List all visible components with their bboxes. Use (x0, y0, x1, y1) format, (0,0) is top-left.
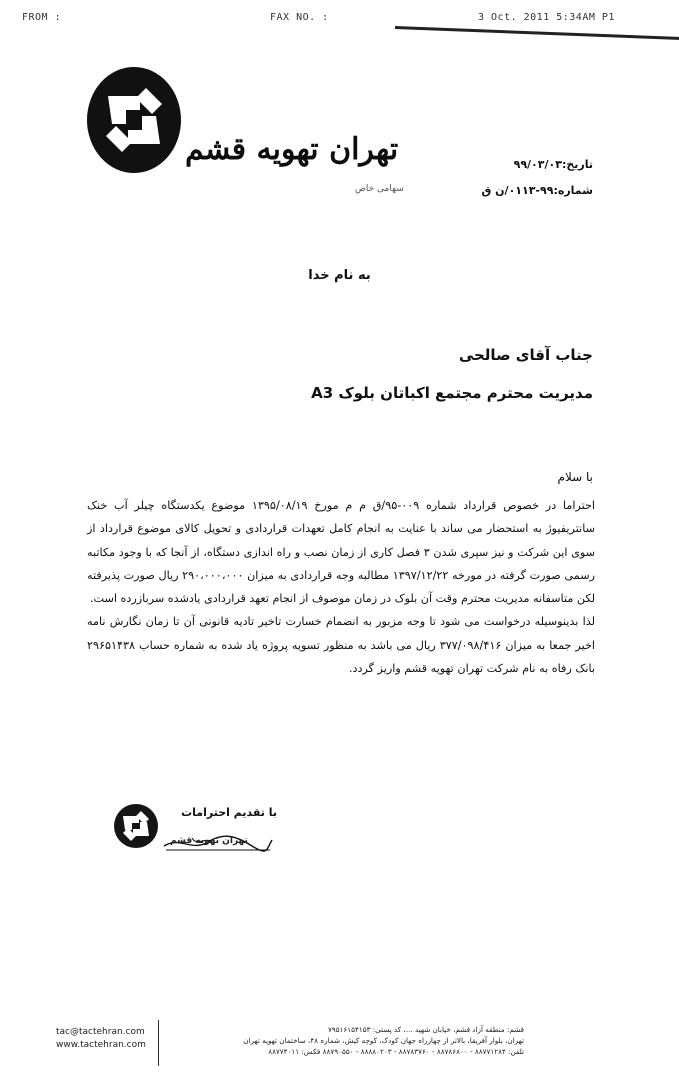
company-subtitle: سهامی خاص (355, 184, 404, 194)
fax-date-time: 3 Oct. 2011 5:34AM P1 (478, 12, 615, 23)
footer-divider (158, 1020, 159, 1066)
letter-body (87, 494, 595, 680)
addressee-name: جناب آقای صالحی (458, 346, 593, 364)
company-logo (86, 66, 182, 174)
fax-number-label: FAX NO. : (270, 12, 329, 23)
fax-from-label: FROM : (22, 12, 62, 23)
footer-website: www.tactehran.com (56, 1040, 146, 1050)
closing-text: با تقدیم احترامات (181, 806, 277, 819)
footer-address-line: قشم: منطقه آزاد قشم، خیابان شهید ...، کد پستی: ۷۹۵۱۶۱۵۴۱۵۳ (327, 1025, 524, 1034)
scan-edge-line (395, 26, 679, 40)
footer-address-line: تهران، بلوار آفریقا، بالاتر از چهارراه جهان کودک، کوچه کیش، شماره ۴۸، ساختمان تهویه تهران (243, 1036, 524, 1045)
salutation: با سلام (557, 470, 593, 484)
company-name: تهران تهویه قشم (185, 132, 399, 167)
company-seal-icon (112, 802, 160, 850)
body-paragraph-1: احتراما در خصوص قرارداد شماره ۰۰۹-۹۵/ق م م مورخ ۱۳۹۵/۰۸/۱۹ موضوع یکدستگاه چیلر آب خنک سانتریفیوژ به استحضار می ساند با عنایت به انجام کامل تعهدات قراردادی و تحویل کالای موضوع قرارداد از سوی این شرکت و نیز سپری شدن ۳ فصل کاری از زمان نصب و راه اندازی دستگاه، از آنجا که با وجود مکاتبه رسمی صورت گرفته در مورخه ۱۳۹۷/۱۲/۲۲ مطالبه وجه قراردادی به میزان ۲۹۰،۰۰۰،۰۰۰ ریال صورت پذیرفته لکن متاسفانه مدیریت محترم وقت آن بلوک در زمان موصوف از انجام تعهد قراردادی یادشده سربازرده است. (87, 499, 596, 606)
footer-contact (56, 1026, 146, 1052)
letter-date: تاریخ:۹۹/۰۳/۰۳ (513, 158, 593, 171)
bismillah-heading: به نام خدا (308, 268, 371, 283)
footer-email: tac@tactehran.com (56, 1027, 145, 1037)
footer-address (162, 1024, 524, 1057)
footer-address-line: تلفن: ۸۸۷۷۱۲۸۴ - ۸۸۷۸۶۸۰۰ - ۸۸۷۸۳۷۶۰ - ۸۸۸۸۰۲۰۳ - ۸۸۷۹۰۵۵۰ فکس: ۸۸۷۷۴۰۱۱ (268, 1047, 524, 1056)
addressee-title: مدیریت محترم مجتمع اکباتان بلوک A3 (311, 384, 593, 402)
body-paragraph-2: لذا بدینوسیله درخواست می شود تا وجه مزبور به انضمام خسارت تاخیر تادیه قانونی آن تا زمان نگارش نامه اخیر جمعا به میزان ۳۷۷/۰۹۸/۴۱۶ ریال می باشد به منظور تسویه پروژه یاد شده به شماره حساب ۲۹۶۵۱۴۳۸ بانک رفاه به نام شرکت تهران تهویه قشم واریز گردد. (87, 615, 595, 676)
letter-number: شماره:۹۹-۰۱۱۳/ن ق (481, 184, 593, 197)
signature-company-text: تهران تهویه قشم (170, 836, 248, 846)
